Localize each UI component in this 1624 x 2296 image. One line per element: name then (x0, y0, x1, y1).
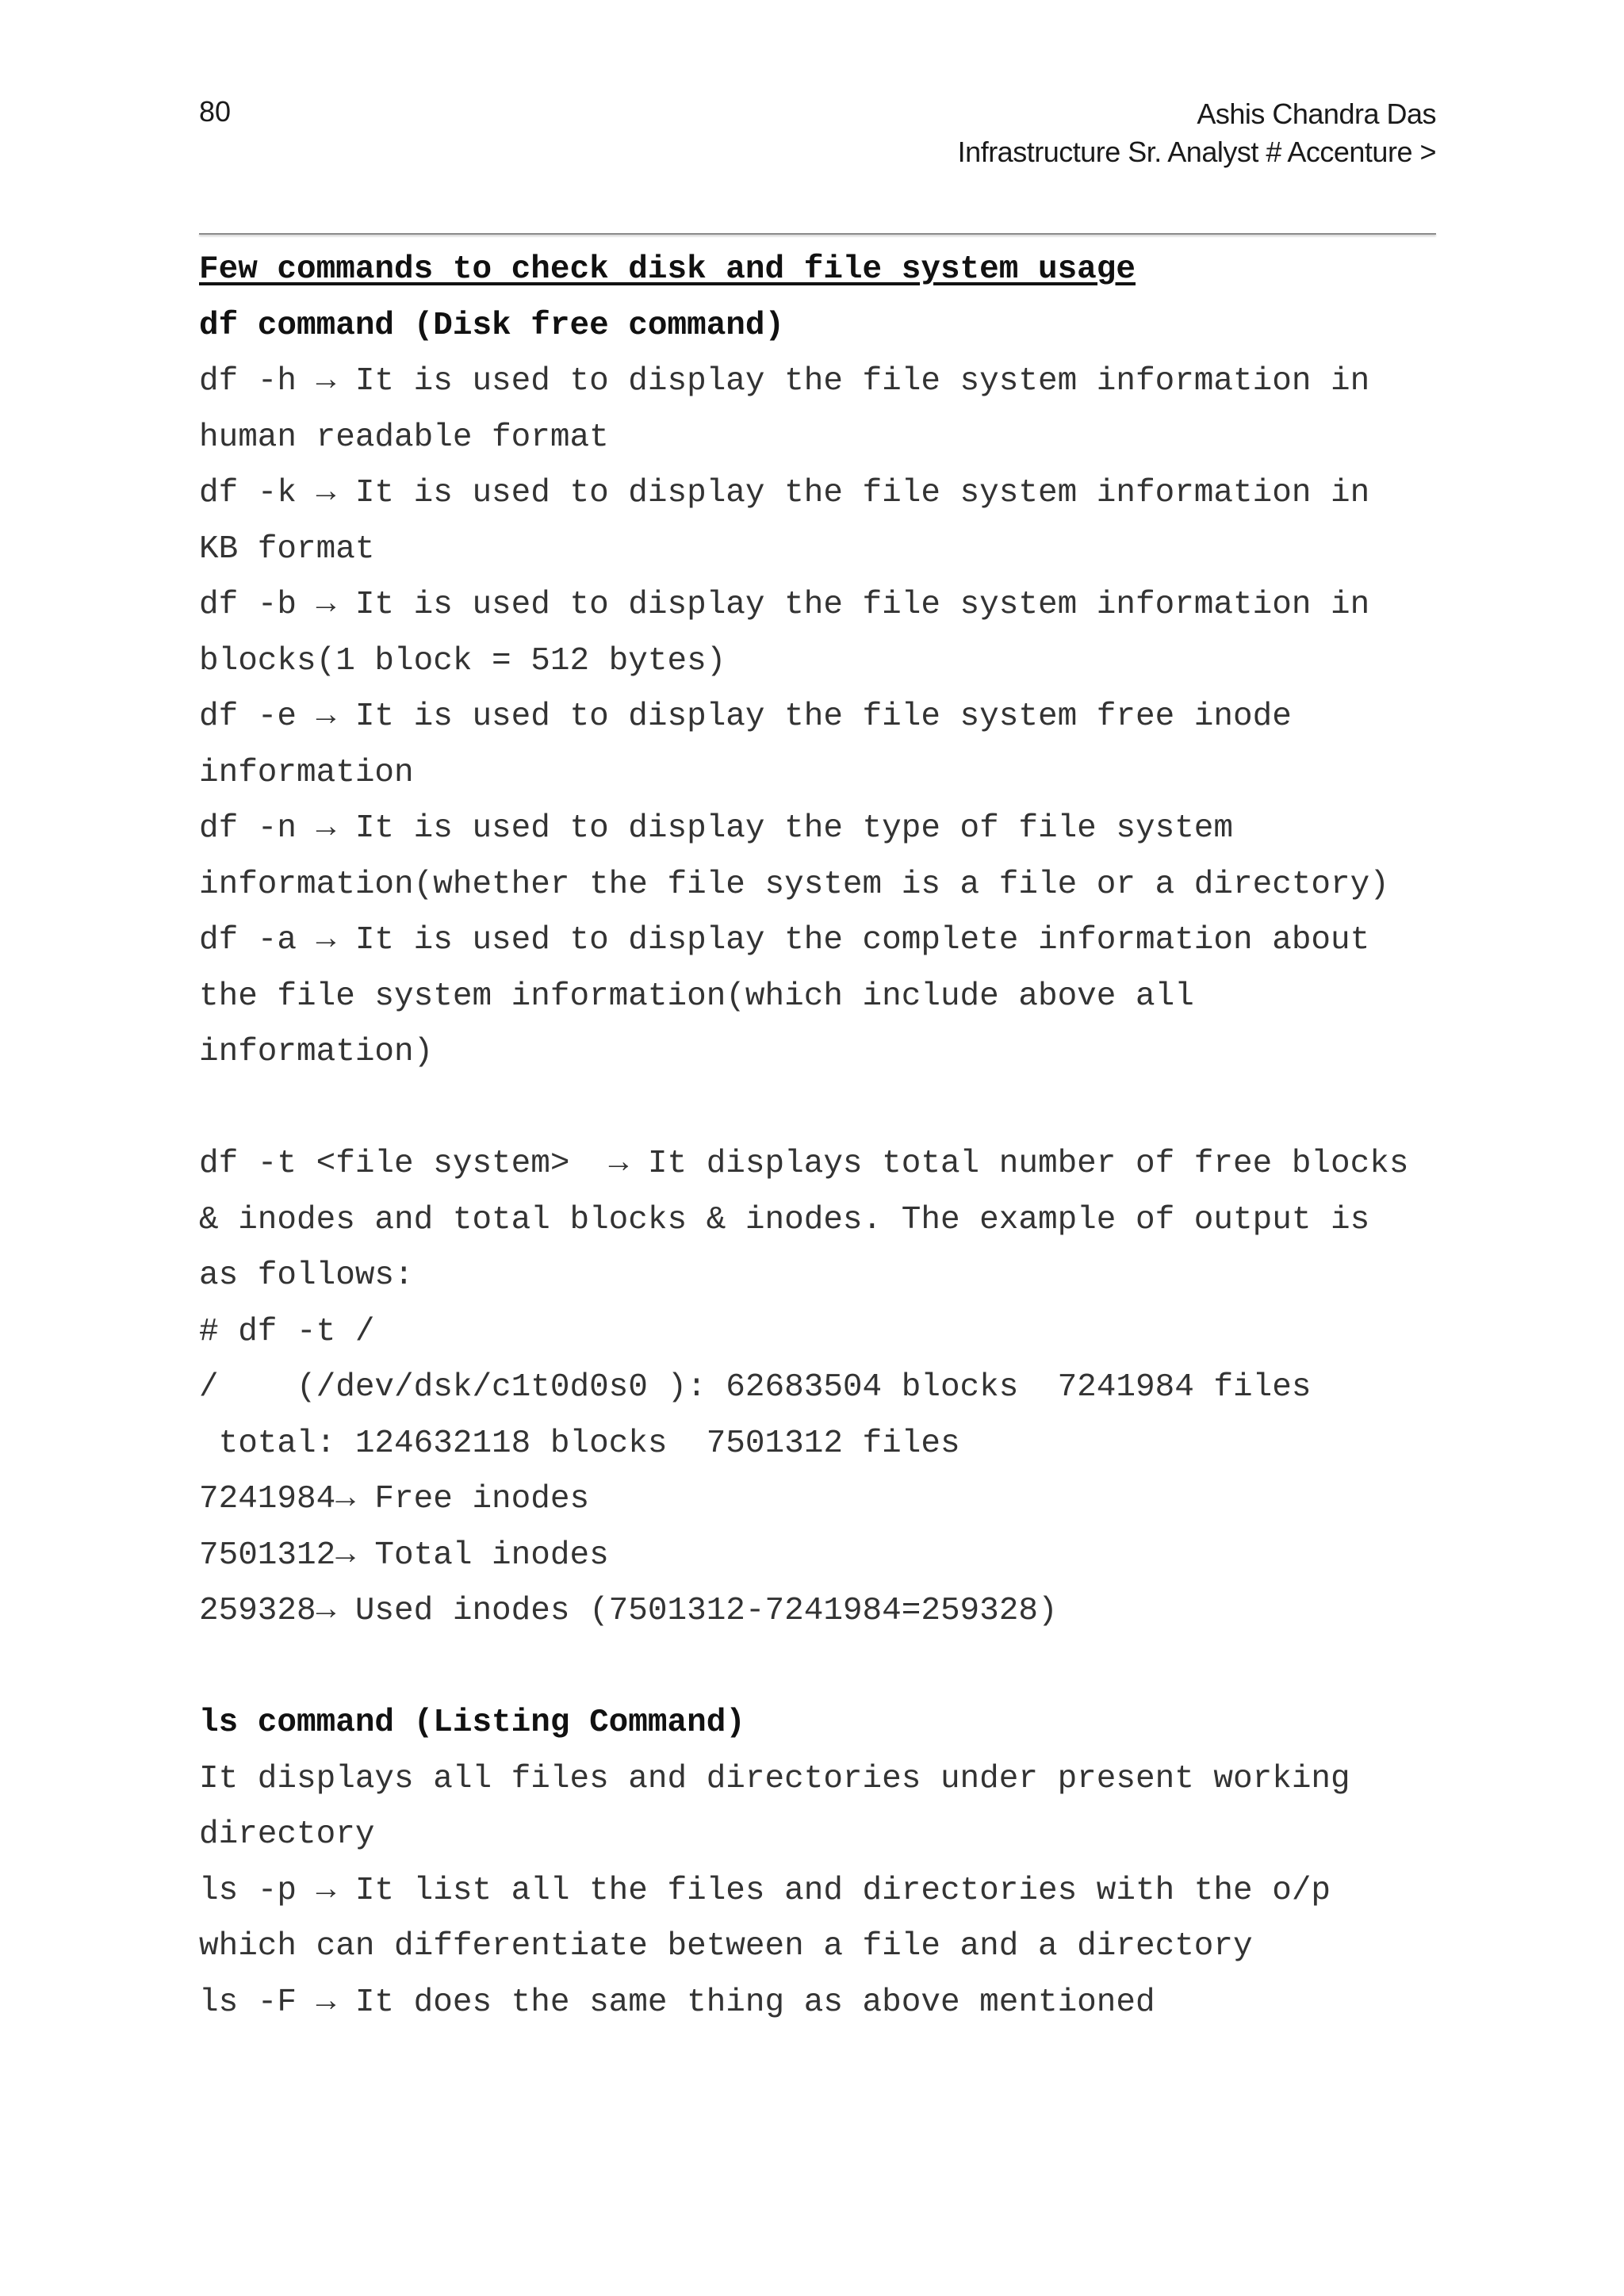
author-affiliation: Infrastructure Sr. Analyst # Accenture > (957, 136, 1436, 168)
code-line: # df -t / (199, 1313, 375, 1350)
text-line: 7241984→ Free inodes (199, 1481, 590, 1517)
page-body (199, 242, 1468, 2030)
page-number: 80 (199, 95, 232, 128)
text-line: human readable format (199, 419, 609, 456)
text-line: df -n → It is used to display the type of file system (199, 810, 1234, 847)
page-header (958, 95, 1436, 171)
text-line: ls -F → It does the same thing as above mentioned (199, 1984, 1155, 2021)
text-line: 7501312→ Total inodes (199, 1536, 609, 1574)
text-line: information (199, 754, 414, 791)
text-line: It displays all files and directories under present working (199, 1760, 1350, 1797)
text-line: df -b → It is used to display the file system information in (199, 587, 1370, 623)
author-name: Ashis Chandra Das (1197, 98, 1436, 130)
text-line: df -e → It is used to display the file system free inode (199, 698, 1292, 735)
code-line: total: 124632118 blocks 7501312 files (199, 1425, 960, 1462)
text-line: information(whether the file system is a file or a directory) (199, 866, 1389, 903)
df-command-heading: df command (Disk free command) (199, 307, 785, 344)
text-line: blocks(1 block = 512 bytes) (199, 642, 726, 679)
header-divider (199, 233, 1436, 235)
text-line: 259328→ Used inodes (7501312-7241984=259328) (199, 1593, 1058, 1629)
text-line: directory (199, 1816, 375, 1853)
text-line: df -t <file system> → It displays total number of free blocks (199, 1146, 1409, 1182)
text-line: the file system information(which include above all (199, 978, 1194, 1015)
text-line: as follows: (199, 1257, 414, 1294)
ls-command-heading: ls command (Listing Command) (199, 1705, 745, 1741)
blank-line (199, 1081, 1468, 1137)
section-title: Few commands to check disk and file system usage (199, 251, 1136, 288)
text-line: which can differentiate between a file and a directory (199, 1928, 1253, 1965)
text-line: df -a → It is used to display the complete information about (199, 922, 1370, 959)
code-line: / (/dev/dsk/c1t0d0s0 ): 62683504 blocks 7241984 files (199, 1369, 1312, 1406)
blank-line (199, 1640, 1468, 1696)
text-line: df -h → It is used to display the file system information in (199, 363, 1370, 400)
text-line: ls -p → It list all the files and directories with the o/p (199, 1872, 1331, 1909)
text-line: KB format (199, 530, 375, 568)
text-line: df -k → It is used to display the file system information in (199, 475, 1370, 511)
text-line: information) (199, 1034, 434, 1070)
text-line: & inodes and total blocks & inodes. The example of output is (199, 1201, 1370, 1238)
